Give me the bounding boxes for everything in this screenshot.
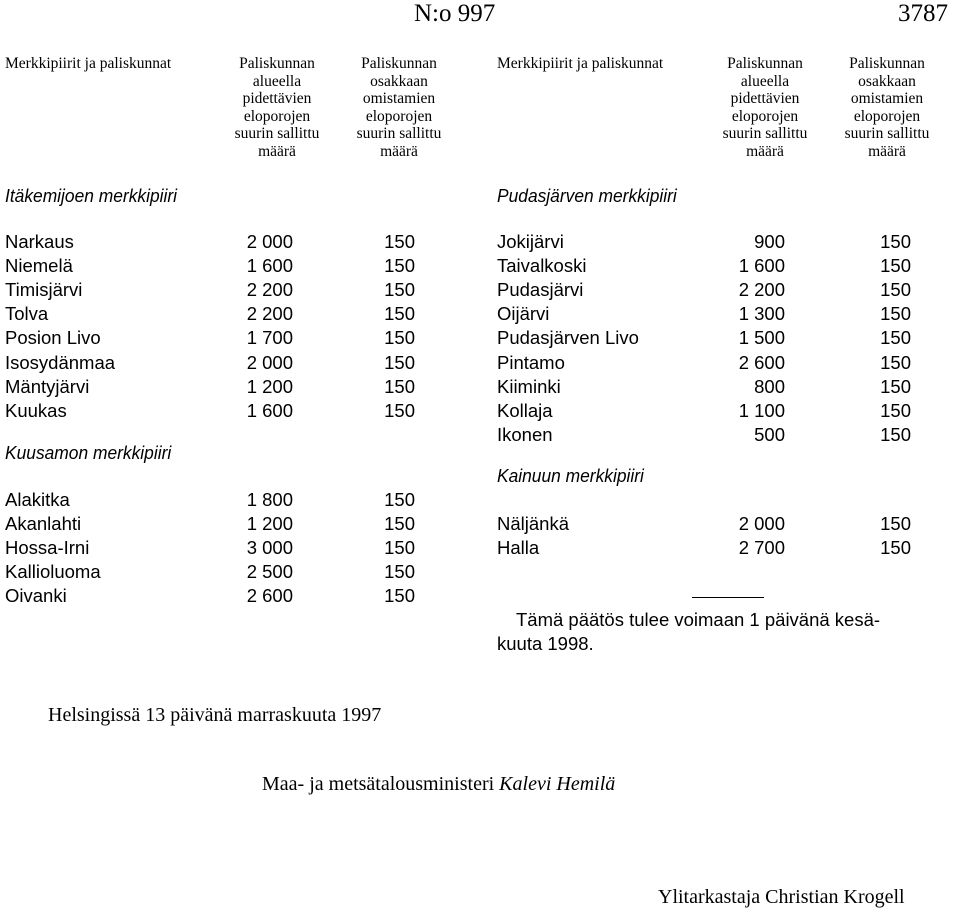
area-max-count: 1 500 (738, 327, 785, 349)
owner-max-count: 150 (384, 231, 415, 252)
paliskunta-name: Oivanki (5, 585, 67, 607)
table-row (5, 375, 425, 399)
area-max-count: 1 200 (246, 513, 293, 535)
table-row (5, 302, 425, 326)
section-title-pudasjarvi: Pudasjärven merkkipiiri (497, 185, 677, 206)
page-number: 3787 (898, 0, 948, 27)
owner-max-count: 150 (384, 303, 415, 325)
paliskunta-name: Kiiminki (497, 375, 561, 397)
area-max-count: 1 800 (246, 489, 293, 510)
column-header-owner: Paliskunnan osakkaan omistamien eloporojen suurin sallittu määrä (356, 55, 442, 160)
table-row (497, 254, 917, 278)
column-label: Merkkipiirit ja paliskunnat (497, 55, 664, 72)
paliskunta-name: Oijärvi (497, 303, 550, 325)
table-row (497, 399, 917, 423)
owner-max-count: 150 (880, 351, 911, 373)
table-row (5, 488, 425, 512)
column-header-owner: Paliskunnan osakkaan omistamien eloporojen suurin sallittu määrä (844, 55, 930, 160)
section-title-kainuu: Kainuun merkkipiiri (497, 465, 644, 486)
area-max-count: 2 600 (738, 351, 785, 373)
table-row (497, 375, 917, 399)
owner-max-count: 150 (384, 537, 415, 559)
column-headers-left (5, 55, 445, 165)
paliskunta-name: Ikonen (497, 423, 553, 445)
owner-max-count: 150 (384, 279, 415, 301)
paliskunta-name: Akanlahti (5, 513, 82, 535)
area-max-count: 500 (754, 423, 785, 445)
column-header-area: Paliskunnan alueella pidettävien eloporojen suurin sallittu määrä (722, 55, 808, 160)
owner-max-count: 150 (384, 489, 415, 510)
area-max-count: 2 600 (246, 585, 293, 607)
paliskunta-name: Halla (497, 537, 540, 559)
owner-max-count: 150 (880, 327, 911, 349)
paliskunta-name: Narkaus (5, 231, 74, 252)
table-row (497, 230, 917, 254)
area-max-count: 1 600 (246, 399, 293, 421)
owner-max-count: 150 (880, 255, 911, 277)
section-title-kuusamo: Kuusamon merkkipiiri (5, 442, 172, 463)
owner-max-count: 150 (880, 279, 911, 301)
owner-max-count: 150 (384, 327, 415, 349)
area-max-count: 1 600 (738, 255, 785, 277)
paliskunta-name: Kollaja (497, 399, 553, 421)
paliskunta-name: Pintamo (497, 351, 565, 373)
column-headers-right (497, 55, 957, 165)
owner-max-count: 150 (384, 561, 415, 583)
table-row (5, 254, 425, 278)
table-row (5, 584, 425, 608)
paliskunta-name: Tolva (5, 303, 49, 325)
area-max-count: 3 000 (246, 537, 293, 559)
table-row (497, 536, 917, 560)
column-header-area: Paliskunnan alueella pidettävien eloporojen suurin sallittu määrä (234, 55, 320, 160)
area-max-count: 2 500 (246, 561, 293, 583)
column-label: Merkkipiirit ja paliskunnat (5, 55, 172, 72)
area-max-count: 2 200 (738, 279, 785, 301)
table-row (497, 512, 917, 536)
paliskunta-name: Hossa-Irni (5, 537, 90, 559)
paliskunta-name: Pudasjärvi (497, 279, 584, 301)
owner-max-count: 150 (384, 399, 415, 421)
table-row (5, 326, 425, 350)
paliskunta-name: Taivalkoski (497, 255, 587, 277)
owner-max-count: 150 (880, 399, 911, 421)
area-max-count: 1 200 (246, 375, 293, 397)
area-max-count: 2 200 (246, 279, 293, 301)
table-row (497, 423, 917, 447)
paliskunta-name: Jokijärvi (497, 231, 564, 252)
table-row (497, 278, 917, 302)
owner-max-count: 150 (880, 231, 911, 252)
table-row (497, 302, 917, 326)
place-date: Helsingissä 13 päivänä marraskuuta 1997 (48, 704, 382, 726)
owner-max-count: 150 (880, 423, 911, 445)
paliskunta-name: Isosydänmaa (5, 351, 116, 373)
area-max-count: 2 000 (246, 351, 293, 373)
paliskunta-name: Kallioluoma (5, 561, 101, 583)
owner-max-count: 150 (384, 255, 415, 277)
area-max-count: 2 000 (246, 231, 293, 252)
table-row (5, 560, 425, 584)
owner-max-count: 150 (880, 513, 911, 534)
owner-max-count: 150 (384, 585, 415, 607)
table-row (5, 230, 425, 254)
area-max-count: 2 000 (738, 513, 785, 534)
minister-name: Kalevi Hemilä (499, 773, 616, 795)
decision-text-line1: Tämä päätös tulee voimaan 1 päivänä kesä- (516, 609, 881, 630)
owner-max-count: 150 (384, 375, 415, 397)
owner-max-count: 150 (384, 351, 415, 373)
paliskunta-name: Mäntyjärvi (5, 375, 90, 397)
document-number: N:o 997 (414, 0, 496, 27)
owner-max-count: 150 (384, 513, 415, 535)
separator-line (692, 597, 764, 598)
minister-title: Maa- ja metsätalousministeri (262, 773, 495, 795)
owner-max-count: 150 (880, 375, 911, 397)
paliskunta-name: Alakitka (5, 489, 70, 510)
paliskunta-name: Näljänkä (497, 513, 569, 534)
table-row (5, 278, 425, 302)
table-row (5, 512, 425, 536)
decision-text-line2: kuuta 1998. (497, 633, 594, 654)
area-max-count: 2 700 (738, 537, 785, 559)
inspector-signature: Ylitarkastaja Christian Krogell (658, 886, 905, 908)
paliskunta-name: Kuukas (5, 399, 67, 421)
table-row (497, 326, 917, 350)
area-max-count: 1 700 (246, 327, 293, 349)
area-max-count: 1 100 (738, 399, 785, 421)
area-max-count: 1 600 (246, 255, 293, 277)
owner-max-count: 150 (880, 537, 911, 559)
owner-max-count: 150 (880, 303, 911, 325)
minister-signature (262, 773, 615, 796)
section-title-itakemijoki: Itäkemijoen merkkipiiri (5, 185, 178, 206)
paliskunta-name: Pudasjärven Livo (497, 327, 639, 349)
area-max-count: 800 (754, 375, 785, 397)
table-row (497, 351, 917, 375)
area-max-count: 900 (754, 231, 785, 252)
paliskunta-name: Timisjärvi (5, 279, 83, 301)
table-row (5, 351, 425, 375)
table-row (5, 399, 425, 423)
area-max-count: 2 200 (246, 303, 293, 325)
area-max-count: 1 300 (738, 303, 785, 325)
table-row (5, 536, 425, 560)
paliskunta-name: Niemelä (5, 255, 73, 277)
paliskunta-name: Posion Livo (5, 327, 101, 349)
